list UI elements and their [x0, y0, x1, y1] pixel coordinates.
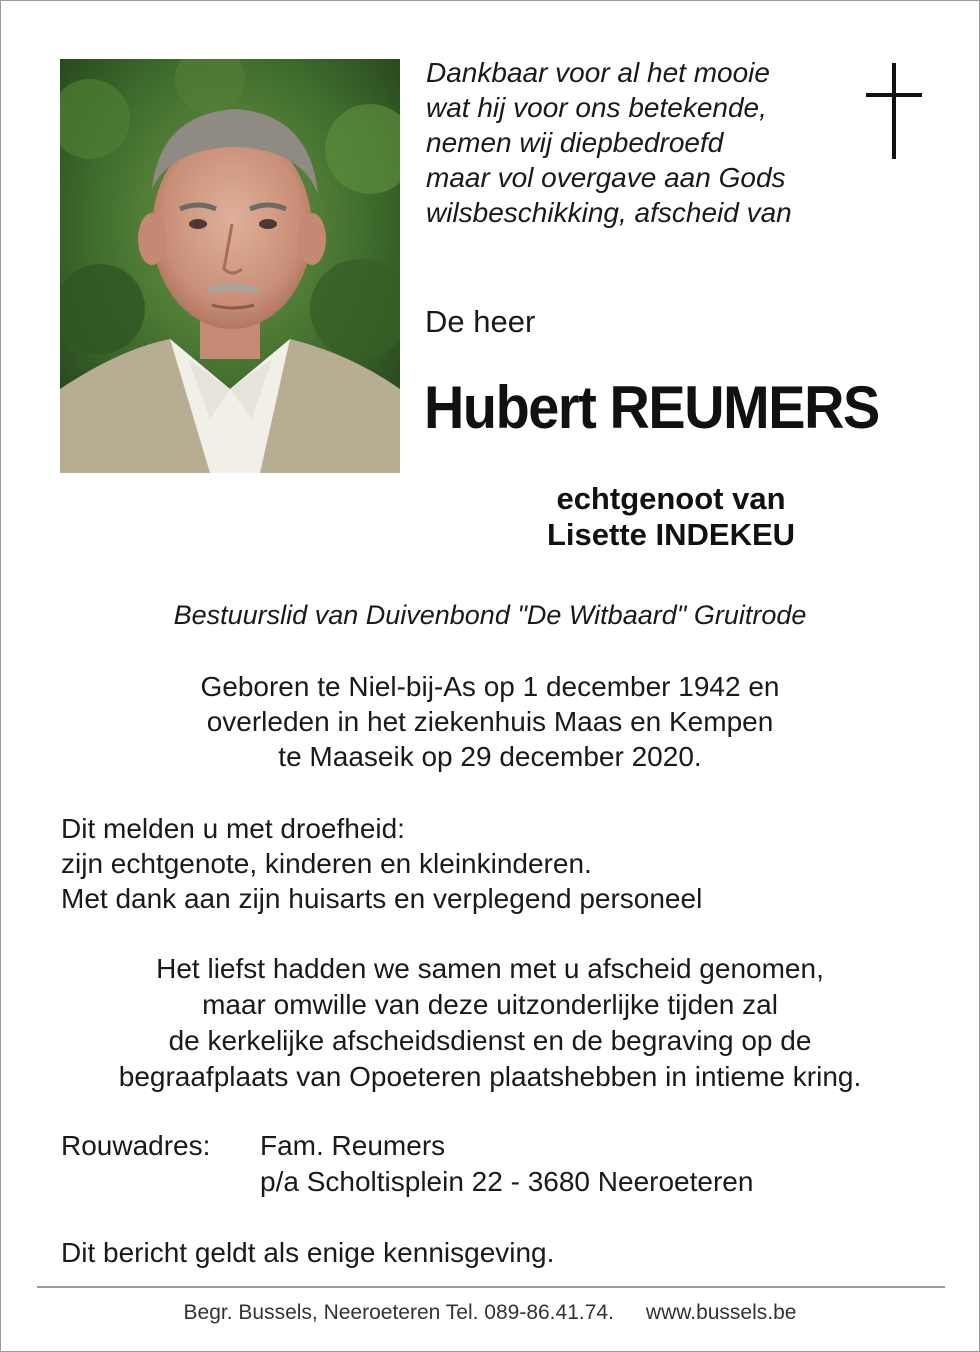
farewell-line: maar omwille van deze uitzonderlijke tijden zal — [202, 989, 778, 1020]
footer-divider — [37, 1286, 945, 1288]
notice-line: zijn echtgenote, kinderen en kleinkinderen. — [61, 848, 592, 879]
address-family: Fam. Reumers — [260, 1130, 446, 1161]
website-link[interactable]: www.bussels.be — [645, 1301, 797, 1324]
spouse-name: Lisette INDEKEU — [546, 517, 796, 552]
address-value — [260, 1128, 753, 1200]
poem-line: Dankbaar voor al het mooie — [426, 57, 770, 88]
spouse-block — [491, 481, 851, 553]
funeral-arrangements — [1, 951, 979, 1095]
family-notice — [61, 811, 702, 916]
deceased-name: Hubert REUMERS — [424, 374, 879, 441]
poem-line: maar vol overgave aan Gods — [426, 162, 786, 193]
poem-line: wilsbeschikking, afscheid van — [426, 197, 792, 228]
honorific: De heer — [425, 304, 536, 339]
notice-line: Dit melden u met droefheid: — [61, 813, 405, 844]
portrait-photo — [60, 59, 400, 473]
membership-role: Bestuurslid van Duivenbond "De Witbaard" Gruitrode — [173, 600, 807, 630]
farewell-line: begraafplaats van Opoeteren plaatshebben in intieme kring. — [118, 1061, 862, 1092]
details-line: Geboren te Niel-bij-As op 1 december 1942 en — [200, 671, 780, 702]
cross-icon — [866, 63, 922, 159]
farewell-line: Het liefst hadden we samen met u afscheid genomen, — [156, 953, 824, 984]
address-street: p/a Scholtisplein 22 - 3680 Neeroeteren — [260, 1166, 754, 1197]
details-line: te Maaseik op 29 december 2020. — [278, 741, 702, 772]
birth-death-details — [1, 669, 979, 774]
poem-line: nemen wij diepbedroefd — [426, 127, 724, 158]
notice-line: Met dank aan zijn huisarts en verplegend personeel — [61, 883, 703, 914]
spouse-relation: echtgenoot van — [556, 481, 786, 516]
opening-poem — [426, 55, 856, 230]
undertaker-contact: Begr. Bussels, Neeroeteren Tel. 089-86.41.74. — [183, 1301, 614, 1324]
footer — [1, 1298, 979, 1328]
farewell-line: de kerkelijke afscheidsdienst en de begraving op de — [168, 1025, 812, 1056]
address-label: Rouwadres: — [61, 1130, 211, 1161]
poem-line: wat hij voor ons betekende, — [426, 92, 767, 123]
details-line: overleden in het ziekenhuis Maas en Kempen — [206, 706, 774, 737]
portrait-illustration — [60, 59, 400, 473]
final-note: Dit bericht geldt als enige kennisgeving. — [61, 1237, 555, 1268]
